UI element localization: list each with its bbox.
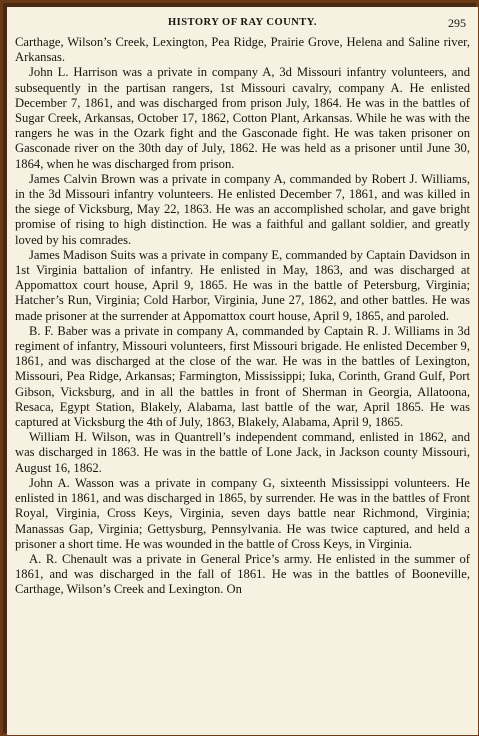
- paragraph-william-h-wilson: William H. Wilson, was in Quantrell’s independent command, enlisted in 1862, and was discharged in 1863. He was in the battle of Lone Jack, in Jackson county Missouri, August 16, 1862.: [15, 430, 470, 475]
- running-head: [7, 17, 478, 31]
- body-text: [15, 35, 470, 598]
- page-number: 295: [448, 16, 466, 30]
- running-title: HISTORY OF RAY COUNTY.: [167, 17, 318, 28]
- paragraph-a-r-chenault: A. R. Chenault was a private in General Price’s army. He enlisted in the summer of 1861, and was discharged in the fall of 1861. He was in the battles of Booneville, Carthage, Wilson’s Creek and Lexington. On: [15, 551, 470, 597]
- paragraph-james-calvin-brown: James Calvin Brown was a private in company A, commanded by Robert J. Williams, in the 3d Missouri infantry volunteers. He enlisted December 7, 1861, and was killed in the siege of Vicksburg, May 22, 1863. He was an accomplished scholar, and gave bright promise of rising to high distinction. He was a faithful and gallant soldier, and greatly loved by his comrades.: [15, 171, 470, 247]
- paragraph-continuation: Carthage, Wilson’s Creek, Lexington, Pea Ridge, Prairie Grove, Helena and Saline river, Arkansas.: [15, 35, 470, 65]
- paragraph-john-l-harrison: John L. Harrison was a private in company A, 3d Missouri infantry volunteers, and subsequently in the partisan rangers, 1st Missouri cavalry, company A. He enlisted December 7, 1861, and was discharged from prison July, 1864. He was in the battles of Sugar Creek, Arkansas, October 17, 1862, Cotton Plant, Arkansas. While he was with the rangers he was in the Ozark fight and the Gasconade fight. He was taken prisoner on Gasconade river on the 30th day of July, 1862. He was held as a prisoner until June 30, 1864, when he was discharged from prison.: [15, 65, 470, 171]
- paragraph-john-a-wasson: John A. Wasson was a private in company G, sixteenth Mississippi volunteers. He enlisted in 1861, and was discharged in 1865, by surrender. He was in the battles of Front Royal, Virginia, Cross Keys, Virginia, seven days battle near Richmond, Virginia; Manassas Gap, Virginia; Gettysburg, Pennsylvania. He was twice captured, and held a prisoner a short time. He was wounded in the battle of Cross Keys, in Virginia.: [15, 475, 470, 551]
- paragraph-b-f-baber: B. F. Baber was a private in company A, commanded by Captain R. J. Williams in 3d regiment of infantry, Missouri volunteers, first Missouri brigade. He enlisted December 9, 1861, and was discharged at the close of the war. He was in the battles of Lexington, Missouri, Pea Ridge, Arkansas; Farmington, Mississippi; Iuka, Corinth, Grand Gulf, Port Gibson, Vicksburg, and in all the battles in front of Sherman in Georgia, Allatoona, Resaca, Egypt Station, Blakely, Alabama, last battle of the war, April 1865. He was captured at Vicksburg the 4th of July, 1863, Blakely, Alabama, April 9, 1865.: [15, 323, 470, 430]
- book-page: [7, 7, 478, 735]
- paragraph-james-madison-suits: James Madison Suits was a private in company E, commanded by Captain Davidson in 1st Virginia battalion of infantry. He enlisted in May, 1863, and was discharged at Appomattox court house, April 9, 1865. He was in the battle of Petersburg, Virginia; Hatcher’s Run, Virginia; Cold Harbor, Virginia, June 27, 1862, and other battles. He was made prisoner at the surrender at Appomattox court house, April 9, 1865, and paroled.: [15, 247, 470, 323]
